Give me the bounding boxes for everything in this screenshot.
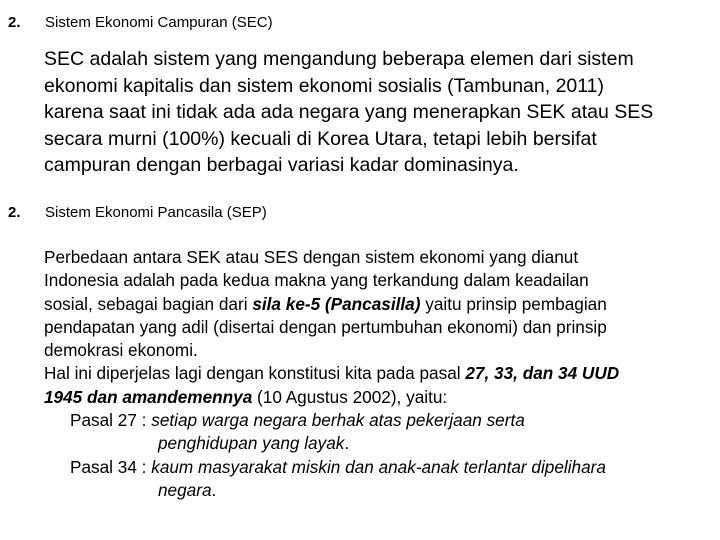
section1-line: campuran dengan berbagai variasi kadar dominasinya. (44, 154, 519, 176)
section1-number: 2. (8, 14, 21, 31)
section2-paragraph (44, 246, 716, 502)
pasal-34-label: Pasal 34 (70, 456, 137, 477)
section2-line: Indonesia adalah pada kedua makna yang terkandung dalam keadailan (44, 270, 589, 291)
period: . (344, 433, 350, 454)
section2-line (44, 293, 716, 316)
separator: : (136, 456, 152, 477)
section2-title: Sistem Ekonomi Pancasila (SEP) (45, 204, 267, 221)
section1-line: SEC adalah sistem yang mengandung beberapa elemen dari sistem (44, 48, 634, 70)
sila-reference: sila ke-5 (Pancasilla) (252, 293, 421, 314)
section1-title: Sistem Ekonomi Campuran (SEC) (45, 14, 273, 31)
pasal-27-text: setiap warga negara berhak atas pekerjaan serta (151, 410, 525, 431)
pasal-34-line (44, 456, 716, 479)
section2-heading (8, 204, 267, 222)
section2-line: pendapatan yang adil (disertai dengan pertumbuhan ekonomi) dan prinsip (44, 316, 607, 337)
period: . (211, 479, 217, 500)
pasal-27-text-cont: penghidupan yang layak (158, 433, 345, 454)
pasal-27-continuation (44, 432, 716, 455)
pasal-34-text: kaum masyarakat miskin dan anak-anak terlantar dipelihara (151, 456, 606, 477)
text-run: (10 Agustus 2002), yaitu: (252, 386, 448, 407)
section1-line: karena saat ini tidak ada ada negara yang menerapkan SEK atau SES (44, 101, 654, 123)
pasal-27-label: Pasal 27 (70, 410, 137, 431)
pasal-34-continuation (44, 479, 716, 502)
section1-paragraph (44, 46, 714, 179)
amandemen-reference: 1945 dan amandemennya (44, 386, 253, 407)
text-run: yaitu prinsip pembagian (420, 293, 607, 314)
section1-line: ekonomi kapitalis dan sistem ekonomi sosialis (Tambunan, 2011) (44, 74, 604, 97)
separator: : (136, 410, 152, 431)
pasal-34-text-cont: negara (158, 479, 212, 500)
section2-line (44, 362, 716, 385)
text-run: sosial, sebagai bagian dari (44, 293, 253, 314)
text-run: Hal ini diperjelas lagi dengan konstitusi kita pada pasal (44, 363, 466, 384)
section1-line: secara murni (100%) kecuali di Korea Utara, tetapi lebih bersifat (44, 127, 597, 150)
section1-heading (8, 14, 273, 32)
section2-line (44, 386, 716, 409)
pasal-reference: 27, 33, dan 34 UUD (465, 363, 620, 384)
section2-line: demokrasi ekonomi. (44, 340, 198, 361)
section2-line: Perbedaan antara SEK atau SES dengan sistem ekonomi yang dianut (44, 247, 579, 267)
pasal-27-line (44, 409, 716, 432)
section2-number: 2. (8, 204, 21, 221)
